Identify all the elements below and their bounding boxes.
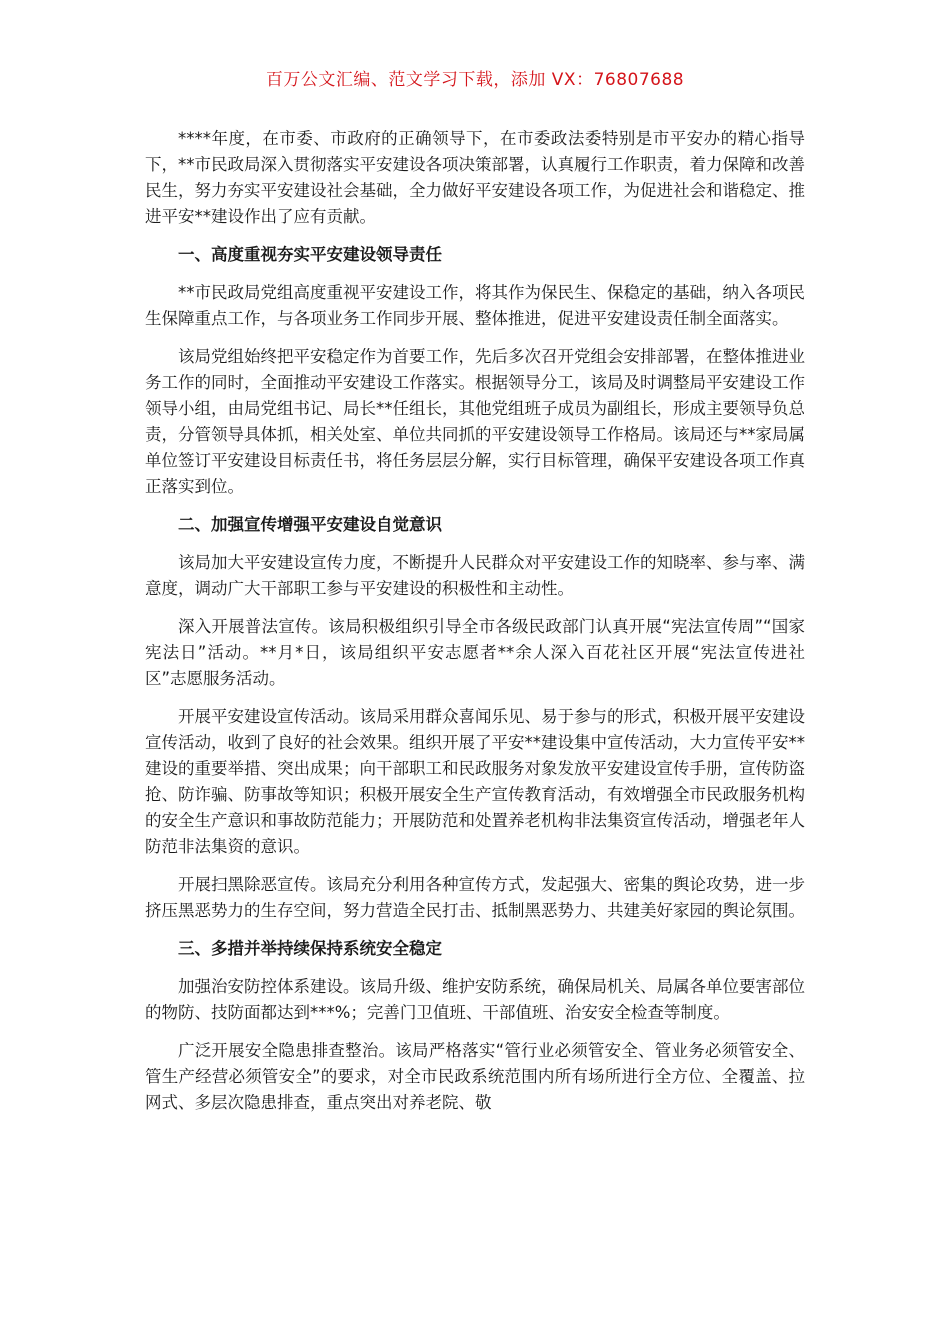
section-2-paragraph-1: 该局加大平安建设宣传力度，不断提升人民群众对平安建设工作的知晓率、参与率、满意度，调动广大干部职工参与平安建设的积极性和主动性。 bbox=[145, 553, 805, 598]
section-1-paragraph-2: 该局党组始终把平安稳定作为首要工作，先后多次召开党组会安排部署，在整体推进业务工作的同时，全面推动平安建设工作落实。根据领导分工，该局及时调整局平安建设工作领导小组，由局党组书记、局长**任组长，其他党组班子成员为副组长，形成主要领导负总责，分管领导具体抓，相关处室、单位共同抓的平安建设领导工作格局。该局还与**家局属单位签订平安建设目标责任书，将任务层层分解，实行目标管理，确保平安建设各项工作真正落实到位。 bbox=[145, 347, 805, 496]
section-1-heading: 一、高度重视夯实平安建设领导责任 bbox=[178, 245, 442, 264]
section-3-heading: 三、多措并举持续保持系统安全稳定 bbox=[178, 939, 442, 958]
section-2-heading: 二、加强宣传增强平安建设自觉意识 bbox=[178, 515, 442, 534]
section-3-paragraph-1: 加强治安防控体系建设。该局升级、维护安防系统，确保局机关、局属各单位要害部位的物防、技防面都达到***%；完善门卫值班、干部值班、治安安全检查等制度。 bbox=[145, 977, 805, 1022]
section-2-paragraph-4: 开展扫黑除恶宣传。该局充分利用各种宣传方式，发起强大、密集的舆论攻势，进一步挤压黑恶势力的生存空间，努力营造全民打击、抵制黑恶势力、共建美好家园的舆论氛围。 bbox=[145, 875, 805, 920]
document-body bbox=[145, 126, 805, 1128]
header-banner: 百万公文汇编、范文学习下载，添加 VX：76807688 bbox=[265, 70, 685, 90]
section-1-paragraph-1: **市民政局党组高度重视平安建设工作，将其作为保民生、保稳定的基础，纳入各项民生保障重点工作，与各项业务工作同步开展、整体推进，促进平安建设责任制全面落实。 bbox=[145, 283, 805, 328]
section-2-paragraph-2: 深入开展普法宣传。该局积极组织引导全市各级民政部门认真开展“宪法宣传周”“国家宪法日”活动。**月*日，该局组织平安志愿者**余人深入百花社区开展“宪法宣传进社区”志愿服务活动。 bbox=[145, 617, 805, 688]
intro-paragraph: ****年度，在市委、市政府的正确领导下，在市委政法委特别是市平安办的精心指导下，**市民政局深入贯彻落实平安建设各项决策部署，认真履行工作职责，着力保障和改善民生，努力夯实平安建设社会基础，全力做好平安建设各项工作，为促进社会和谐稳定、推进平安**建设作出了应有贡献。 bbox=[145, 129, 805, 226]
section-2-paragraph-3: 开展平安建设宣传活动。该局采用群众喜闻乐见、易于参与的形式，积极开展平安建设宣传活动，收到了良好的社会效果。组织开展了平安**建设集中宣传活动，大力宣传平安**建设的重要举措、突出成果；向干部职工和民政服务对象发放平安建设宣传手册，宣传防盗抢、防诈骗、防事故等知识；积极开展安全生产宣传教育活动，有效增强全市民政服务机构的安全生产意识和事故防范能力；开展防范和处置养老机构非法集资宣传活动，增强老年人防范非法集资的意识。 bbox=[145, 707, 805, 856]
section-3-paragraph-2: 广泛开展安全隐患排查整治。该局严格落实“管行业必须管安全、管业务必须管安全、管生产经营必须管安全”的要求，对全市民政系统范围内所有场所进行全方位、全覆盖、拉网式、多层次隐患排查，重点突出对养老院、敬 bbox=[145, 1041, 805, 1112]
